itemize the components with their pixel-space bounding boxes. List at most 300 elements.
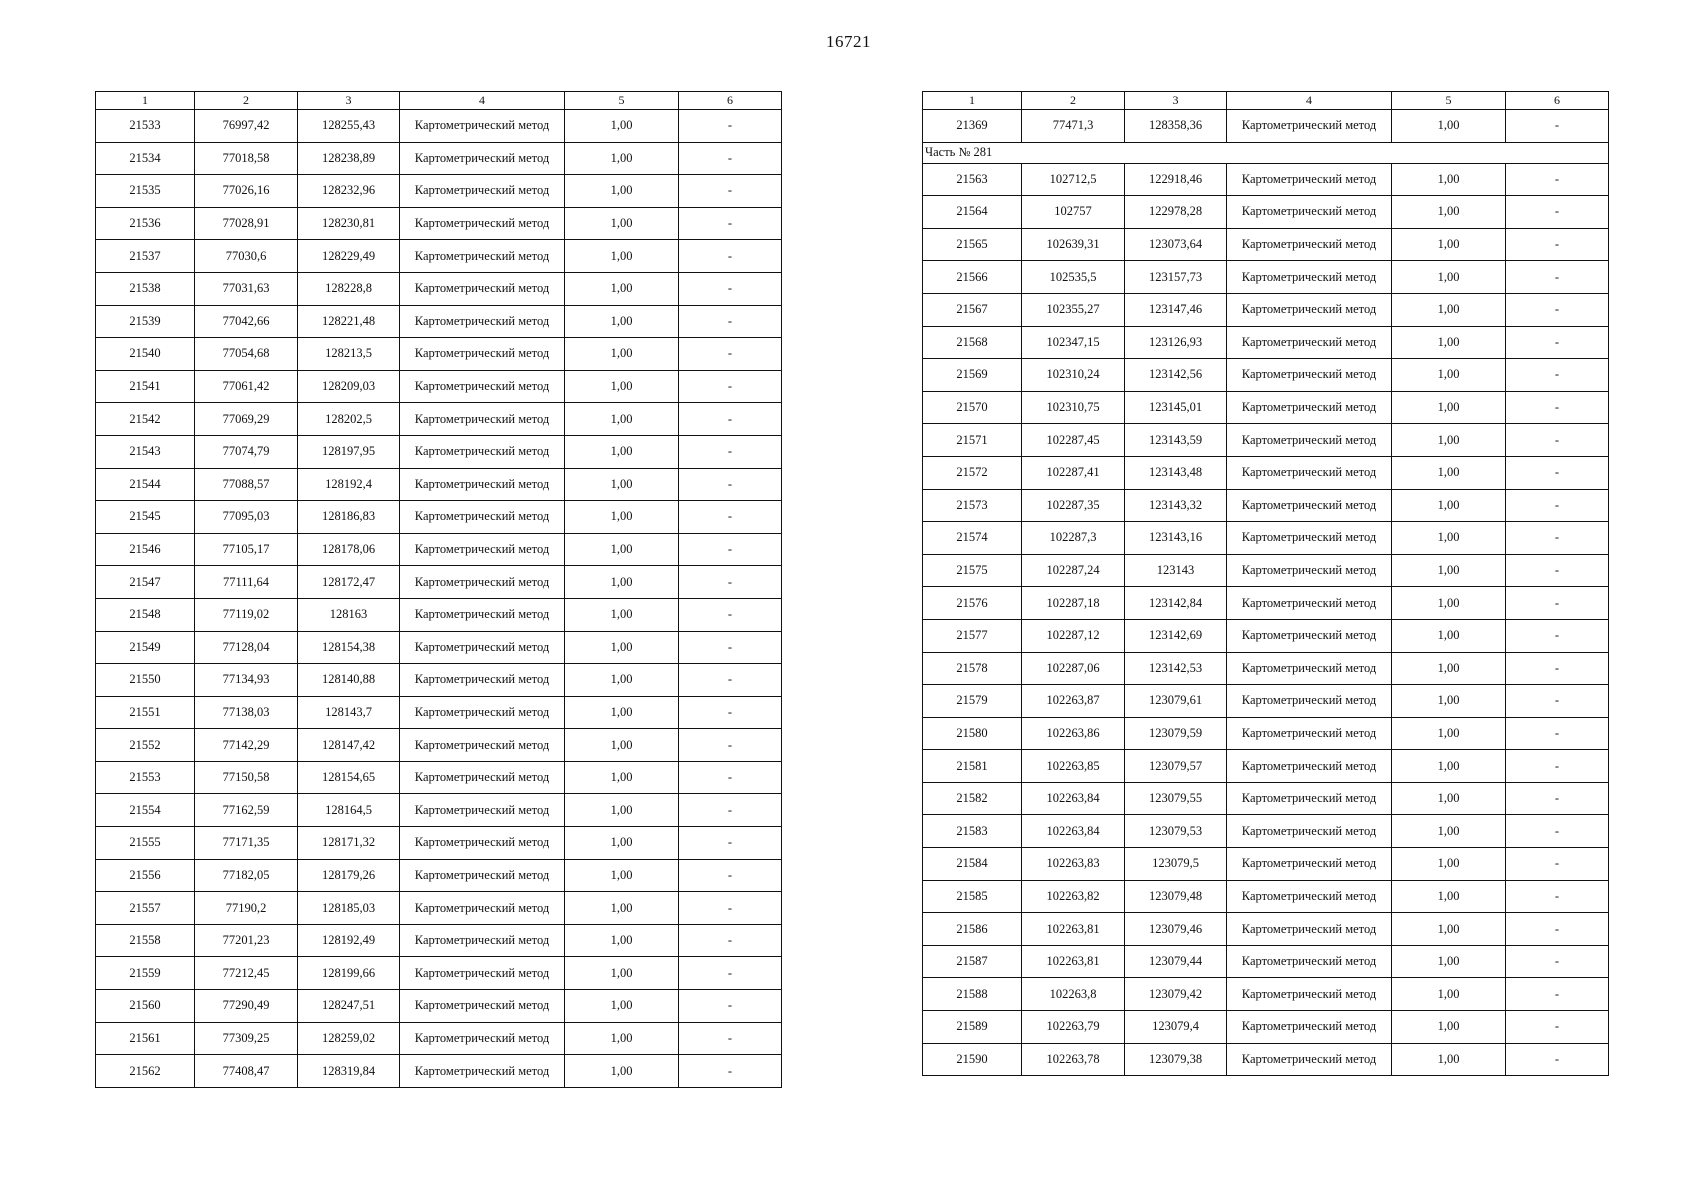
- cell-y: 123143: [1125, 554, 1227, 587]
- cell-method: Картометрический метод: [1227, 261, 1392, 294]
- cell-x: 102263,82: [1022, 880, 1125, 913]
- cell-y: 128221,48: [298, 305, 400, 338]
- cell-y: 123145,01: [1125, 391, 1227, 424]
- cell-accuracy: 1,00: [1392, 652, 1506, 685]
- cell-method: Картометрический метод: [400, 664, 565, 697]
- coordinates-table-left: [95, 91, 782, 1088]
- table-row: [96, 794, 782, 827]
- table-row: [96, 631, 782, 664]
- cell-y: 123142,69: [1125, 619, 1227, 652]
- cell-point-number: 21542: [96, 403, 195, 436]
- cell-accuracy: 1,00: [565, 696, 679, 729]
- cell-description: -: [1506, 1043, 1609, 1076]
- cell-x: 102263,79: [1022, 1011, 1125, 1044]
- cell-point-number: 21579: [923, 685, 1022, 718]
- cell-x: 77162,59: [195, 794, 298, 827]
- cell-y: 123142,53: [1125, 652, 1227, 685]
- cell-accuracy: 1,00: [1392, 1011, 1506, 1044]
- cell-y: 128228,8: [298, 272, 400, 305]
- cell-accuracy: 1,00: [1392, 522, 1506, 555]
- table-row: [923, 424, 1609, 457]
- column-header: 6: [1506, 92, 1609, 110]
- cell-accuracy: 1,00: [565, 631, 679, 664]
- cell-method: Картометрический метод: [400, 631, 565, 664]
- table-row: [96, 533, 782, 566]
- cell-x: 102263,87: [1022, 685, 1125, 718]
- cell-point-number: 21544: [96, 468, 195, 501]
- cell-x: 77030,6: [195, 240, 298, 273]
- cell-x: 77150,58: [195, 761, 298, 794]
- column-header: 5: [565, 92, 679, 110]
- cell-x: 77171,35: [195, 827, 298, 860]
- cell-x: 77088,57: [195, 468, 298, 501]
- column-header: 4: [400, 92, 565, 110]
- cell-accuracy: 1,00: [1392, 815, 1506, 848]
- cell-method: Картометрический метод: [1227, 293, 1392, 326]
- cell-accuracy: 1,00: [565, 827, 679, 860]
- table-row: [923, 522, 1609, 555]
- cell-point-number: 21571: [923, 424, 1022, 457]
- cell-accuracy: 1,00: [1392, 261, 1506, 294]
- table-row: [923, 717, 1609, 750]
- cell-accuracy: 1,00: [1392, 196, 1506, 229]
- cell-x: 77042,66: [195, 305, 298, 338]
- cell-y: 128247,51: [298, 990, 400, 1023]
- cell-accuracy: 1,00: [1392, 750, 1506, 783]
- cell-y: 123143,48: [1125, 456, 1227, 489]
- table-row: [923, 326, 1609, 359]
- cell-description: -: [1506, 163, 1609, 196]
- cell-point-number: 21590: [923, 1043, 1022, 1076]
- table-row: [96, 501, 782, 534]
- cell-description: -: [1506, 359, 1609, 392]
- cell-description: -: [1506, 587, 1609, 620]
- cell-accuracy: 1,00: [1392, 554, 1506, 587]
- cell-x: 77105,17: [195, 533, 298, 566]
- table-row: [96, 696, 782, 729]
- table-row: [96, 924, 782, 957]
- table-row: [96, 1022, 782, 1055]
- cell-x: 77061,42: [195, 370, 298, 403]
- cell-description: -: [1506, 228, 1609, 261]
- cell-y: 128232,96: [298, 175, 400, 208]
- table-row: [923, 554, 1609, 587]
- cell-accuracy: 1,00: [1392, 359, 1506, 392]
- cell-method: Картометрический метод: [1227, 489, 1392, 522]
- cell-y: 123079,4: [1125, 1011, 1227, 1044]
- cell-y: 128238,89: [298, 142, 400, 175]
- cell-description: -: [1506, 456, 1609, 489]
- cell-description: -: [679, 761, 782, 794]
- cell-description: -: [679, 110, 782, 143]
- cell-method: Картометрический метод: [400, 761, 565, 794]
- cell-y: 128163: [298, 598, 400, 631]
- column-header: 1: [923, 92, 1022, 110]
- cell-y: 123143,16: [1125, 522, 1227, 555]
- cell-point-number: 21548: [96, 598, 195, 631]
- table-row: [96, 729, 782, 762]
- cell-description: -: [1506, 110, 1609, 143]
- cell-method: Картометрический метод: [400, 533, 565, 566]
- cell-method: Картометрический метод: [400, 207, 565, 240]
- cell-x: 77408,47: [195, 1055, 298, 1088]
- cell-method: Картометрический метод: [400, 370, 565, 403]
- cell-description: -: [679, 142, 782, 175]
- page-number: 16721: [826, 32, 871, 51]
- cell-point-number: 21584: [923, 848, 1022, 881]
- cell-x: 77134,93: [195, 664, 298, 697]
- table-row: [923, 750, 1609, 783]
- cell-y: 123126,93: [1125, 326, 1227, 359]
- cell-x: 77290,49: [195, 990, 298, 1023]
- cell-method: Картометрический метод: [1227, 652, 1392, 685]
- cell-y: 128230,81: [298, 207, 400, 240]
- cell-description: -: [679, 664, 782, 697]
- cell-accuracy: 1,00: [1392, 163, 1506, 196]
- cell-description: -: [1506, 424, 1609, 457]
- table-row: [923, 1043, 1609, 1076]
- cell-description: -: [679, 1022, 782, 1055]
- cell-accuracy: 1,00: [565, 1022, 679, 1055]
- cell-y: 123142,56: [1125, 359, 1227, 392]
- column-header: 6: [679, 92, 782, 110]
- cell-point-number: 21562: [96, 1055, 195, 1088]
- part-label: Часть № 281: [923, 142, 1609, 163]
- cell-description: -: [679, 207, 782, 240]
- cell-point-number: 21566: [923, 261, 1022, 294]
- cell-point-number: 21569: [923, 359, 1022, 392]
- cell-method: Картометрический метод: [1227, 359, 1392, 392]
- cell-accuracy: 1,00: [1392, 424, 1506, 457]
- cell-y: 123079,42: [1125, 978, 1227, 1011]
- cell-y: 128164,5: [298, 794, 400, 827]
- cell-point-number: 21535: [96, 175, 195, 208]
- cell-description: -: [679, 631, 782, 664]
- cell-point-number: 21581: [923, 750, 1022, 783]
- table-row: [923, 489, 1609, 522]
- cell-accuracy: 1,00: [565, 990, 679, 1023]
- cell-accuracy: 1,00: [1392, 293, 1506, 326]
- cell-method: Картометрический метод: [1227, 880, 1392, 913]
- cell-y: 123079,59: [1125, 717, 1227, 750]
- table-row: [96, 957, 782, 990]
- table-row: [96, 240, 782, 273]
- cell-method: Картометрический метод: [1227, 326, 1392, 359]
- column-header: 3: [298, 92, 400, 110]
- cell-x: 102263,78: [1022, 1043, 1125, 1076]
- table-header: [96, 92, 782, 110]
- cell-point-number: 21589: [923, 1011, 1022, 1044]
- cell-y: 123079,55: [1125, 782, 1227, 815]
- cell-point-number: 21565: [923, 228, 1022, 261]
- cell-method: Картометрический метод: [400, 924, 565, 957]
- cell-description: -: [1506, 293, 1609, 326]
- cell-x: 76997,42: [195, 110, 298, 143]
- cell-x: 102263,84: [1022, 782, 1125, 815]
- cell-x: 102287,18: [1022, 587, 1125, 620]
- cell-x: 102712,5: [1022, 163, 1125, 196]
- cell-accuracy: 1,00: [565, 729, 679, 762]
- cell-description: -: [1506, 554, 1609, 587]
- cell-description: -: [679, 859, 782, 892]
- cell-point-number: 21576: [923, 587, 1022, 620]
- cell-point-number: 21549: [96, 631, 195, 664]
- table-row: [923, 110, 1609, 143]
- cell-x: 77069,29: [195, 403, 298, 436]
- cell-x: 77190,2: [195, 892, 298, 925]
- cell-x: 77028,91: [195, 207, 298, 240]
- table-row: [923, 880, 1609, 913]
- cell-description: -: [679, 370, 782, 403]
- column-header: 3: [1125, 92, 1227, 110]
- cell-method: Картометрический метод: [400, 729, 565, 762]
- cell-point-number: 21588: [923, 978, 1022, 1011]
- cell-accuracy: 1,00: [1392, 913, 1506, 946]
- cell-description: -: [1506, 391, 1609, 424]
- cell-point-number: 21567: [923, 293, 1022, 326]
- cell-accuracy: 1,00: [1392, 619, 1506, 652]
- cell-description: -: [1506, 750, 1609, 783]
- cell-method: Картометрический метод: [400, 1055, 565, 1088]
- cell-description: -: [679, 1055, 782, 1088]
- cell-method: Картометрический метод: [400, 598, 565, 631]
- cell-method: Картометрический метод: [400, 175, 565, 208]
- cell-accuracy: 1,00: [1392, 848, 1506, 881]
- column-header: 4: [1227, 92, 1392, 110]
- cell-accuracy: 1,00: [1392, 880, 1506, 913]
- cell-x: 77138,03: [195, 696, 298, 729]
- cell-point-number: 21553: [96, 761, 195, 794]
- cell-point-number: 21582: [923, 782, 1022, 815]
- cell-y: 128197,95: [298, 435, 400, 468]
- cell-y: 128186,83: [298, 501, 400, 534]
- table-row: [96, 468, 782, 501]
- table-row: [96, 566, 782, 599]
- cell-description: -: [1506, 489, 1609, 522]
- cell-method: Картометрический метод: [400, 696, 565, 729]
- table-row: [96, 110, 782, 143]
- cell-point-number: 21369: [923, 110, 1022, 143]
- cell-point-number: 21534: [96, 142, 195, 175]
- cell-x: 102287,06: [1022, 652, 1125, 685]
- cell-x: 102347,15: [1022, 326, 1125, 359]
- cell-point-number: 21572: [923, 456, 1022, 489]
- header-row: [96, 92, 782, 110]
- cell-x: 77142,29: [195, 729, 298, 762]
- cell-point-number: 21587: [923, 945, 1022, 978]
- cell-accuracy: 1,00: [565, 892, 679, 925]
- cell-point-number: 21552: [96, 729, 195, 762]
- cell-point-number: 21540: [96, 338, 195, 371]
- cell-point-number: 21575: [923, 554, 1022, 587]
- cell-accuracy: 1,00: [1392, 228, 1506, 261]
- cell-accuracy: 1,00: [1392, 326, 1506, 359]
- cell-method: Картометрический метод: [1227, 848, 1392, 881]
- cell-point-number: 21541: [96, 370, 195, 403]
- cell-accuracy: 1,00: [1392, 587, 1506, 620]
- cell-method: Картометрический метод: [1227, 913, 1392, 946]
- cell-method: Картометрический метод: [400, 142, 565, 175]
- cell-point-number: 21558: [96, 924, 195, 957]
- cell-description: -: [679, 305, 782, 338]
- cell-x: 77031,63: [195, 272, 298, 305]
- cell-y: 123147,46: [1125, 293, 1227, 326]
- cell-point-number: 21543: [96, 435, 195, 468]
- table-row: [96, 175, 782, 208]
- cell-description: -: [679, 468, 782, 501]
- cell-method: Картометрический метод: [1227, 750, 1392, 783]
- cell-description: -: [679, 272, 782, 305]
- cell-accuracy: 1,00: [565, 664, 679, 697]
- cell-description: -: [1506, 880, 1609, 913]
- cell-point-number: 21545: [96, 501, 195, 534]
- cell-description: -: [679, 403, 782, 436]
- cell-y: 123073,64: [1125, 228, 1227, 261]
- cell-point-number: 21583: [923, 815, 1022, 848]
- cell-description: -: [1506, 1011, 1609, 1044]
- header-row: [923, 92, 1609, 110]
- table-row: [923, 587, 1609, 620]
- cell-point-number: 21536: [96, 207, 195, 240]
- cell-point-number: 21564: [923, 196, 1022, 229]
- cell-method: Картометрический метод: [1227, 978, 1392, 1011]
- table-row: [96, 761, 782, 794]
- table-row: [96, 598, 782, 631]
- cell-description: -: [679, 240, 782, 273]
- cell-x: 77182,05: [195, 859, 298, 892]
- cell-y: 123079,38: [1125, 1043, 1227, 1076]
- cell-point-number: 21580: [923, 717, 1022, 750]
- table-row: [96, 338, 782, 371]
- cell-y: 128172,47: [298, 566, 400, 599]
- cell-method: Картометрический метод: [400, 110, 565, 143]
- cell-point-number: 21561: [96, 1022, 195, 1055]
- table-row: [96, 1055, 782, 1088]
- cell-point-number: 21560: [96, 990, 195, 1023]
- cell-point-number: 21537: [96, 240, 195, 273]
- cell-y: 128192,4: [298, 468, 400, 501]
- cell-y: 128319,84: [298, 1055, 400, 1088]
- cell-y: 128229,49: [298, 240, 400, 273]
- cell-y: 128213,5: [298, 338, 400, 371]
- cell-x: 102310,24: [1022, 359, 1125, 392]
- cell-method: Картометрический метод: [1227, 554, 1392, 587]
- cell-point-number: 21538: [96, 272, 195, 305]
- cell-method: Картометрический метод: [1227, 717, 1392, 750]
- table-row: [96, 370, 782, 403]
- cell-y: 123079,48: [1125, 880, 1227, 913]
- cell-description: -: [679, 892, 782, 925]
- cell-method: Картометрический метод: [400, 501, 565, 534]
- cell-x: 77074,79: [195, 435, 298, 468]
- cell-y: 123143,59: [1125, 424, 1227, 457]
- table-row: [96, 207, 782, 240]
- cell-description: -: [679, 598, 782, 631]
- cell-y: 128171,32: [298, 827, 400, 860]
- table-row: [96, 664, 782, 697]
- cell-accuracy: 1,00: [565, 794, 679, 827]
- column-header: 2: [195, 92, 298, 110]
- cell-x: 102263,8: [1022, 978, 1125, 1011]
- cell-description: -: [1506, 848, 1609, 881]
- cell-description: -: [679, 696, 782, 729]
- cell-x: 77212,45: [195, 957, 298, 990]
- cell-method: Картометрический метод: [400, 338, 565, 371]
- cell-x: 77471,3: [1022, 110, 1125, 143]
- table-row: [96, 272, 782, 305]
- cell-method: Картометрический метод: [1227, 228, 1392, 261]
- cell-point-number: 21546: [96, 533, 195, 566]
- table-row: [923, 391, 1609, 424]
- cell-method: Картометрический метод: [1227, 685, 1392, 718]
- cell-method: Картометрический метод: [1227, 619, 1392, 652]
- table-row: [923, 782, 1609, 815]
- cell-method: Картометрический метод: [400, 827, 565, 860]
- cell-method: Картометрический метод: [1227, 1011, 1392, 1044]
- cell-x: 77309,25: [195, 1022, 298, 1055]
- table-row: [923, 163, 1609, 196]
- cell-method: Картометрический метод: [400, 272, 565, 305]
- cell-y: 128178,06: [298, 533, 400, 566]
- column-header: 5: [1392, 92, 1506, 110]
- cell-y: 128154,38: [298, 631, 400, 664]
- cell-y: 128179,26: [298, 859, 400, 892]
- cell-description: -: [1506, 652, 1609, 685]
- table-row: [96, 827, 782, 860]
- cell-accuracy: 1,00: [1392, 391, 1506, 424]
- cell-accuracy: 1,00: [565, 338, 679, 371]
- cell-x: 77026,16: [195, 175, 298, 208]
- cell-y: 123079,5: [1125, 848, 1227, 881]
- cell-accuracy: 1,00: [565, 468, 679, 501]
- cell-description: -: [679, 501, 782, 534]
- cell-method: Картометрический метод: [400, 990, 565, 1023]
- cell-method: Картометрический метод: [400, 435, 565, 468]
- cell-description: -: [1506, 685, 1609, 718]
- cell-x: 77095,03: [195, 501, 298, 534]
- table-body: [96, 110, 782, 1088]
- cell-x: 102355,27: [1022, 293, 1125, 326]
- table-header: [923, 92, 1609, 110]
- cell-accuracy: 1,00: [565, 566, 679, 599]
- cell-y: 128154,65: [298, 761, 400, 794]
- cell-point-number: 21578: [923, 652, 1022, 685]
- cell-accuracy: 1,00: [565, 142, 679, 175]
- cell-method: Картометрический метод: [400, 468, 565, 501]
- cell-description: -: [1506, 522, 1609, 555]
- cell-accuracy: 1,00: [565, 403, 679, 436]
- cell-y: 128255,43: [298, 110, 400, 143]
- cell-x: 102535,5: [1022, 261, 1125, 294]
- cell-y: 123157,73: [1125, 261, 1227, 294]
- cell-x: 102263,84: [1022, 815, 1125, 848]
- cell-y: 128185,03: [298, 892, 400, 925]
- cell-accuracy: 1,00: [565, 240, 679, 273]
- cell-description: -: [1506, 619, 1609, 652]
- cell-y: 128192,49: [298, 924, 400, 957]
- cell-y: 128358,36: [1125, 110, 1227, 143]
- cell-accuracy: 1,00: [1392, 717, 1506, 750]
- cell-y: 128199,66: [298, 957, 400, 990]
- cell-description: -: [1506, 978, 1609, 1011]
- table-row: [923, 685, 1609, 718]
- cell-x: 77054,68: [195, 338, 298, 371]
- cell-description: -: [1506, 815, 1609, 848]
- cell-accuracy: 1,00: [1392, 685, 1506, 718]
- cell-x: 102287,24: [1022, 554, 1125, 587]
- cell-point-number: 21554: [96, 794, 195, 827]
- cell-accuracy: 1,00: [1392, 945, 1506, 978]
